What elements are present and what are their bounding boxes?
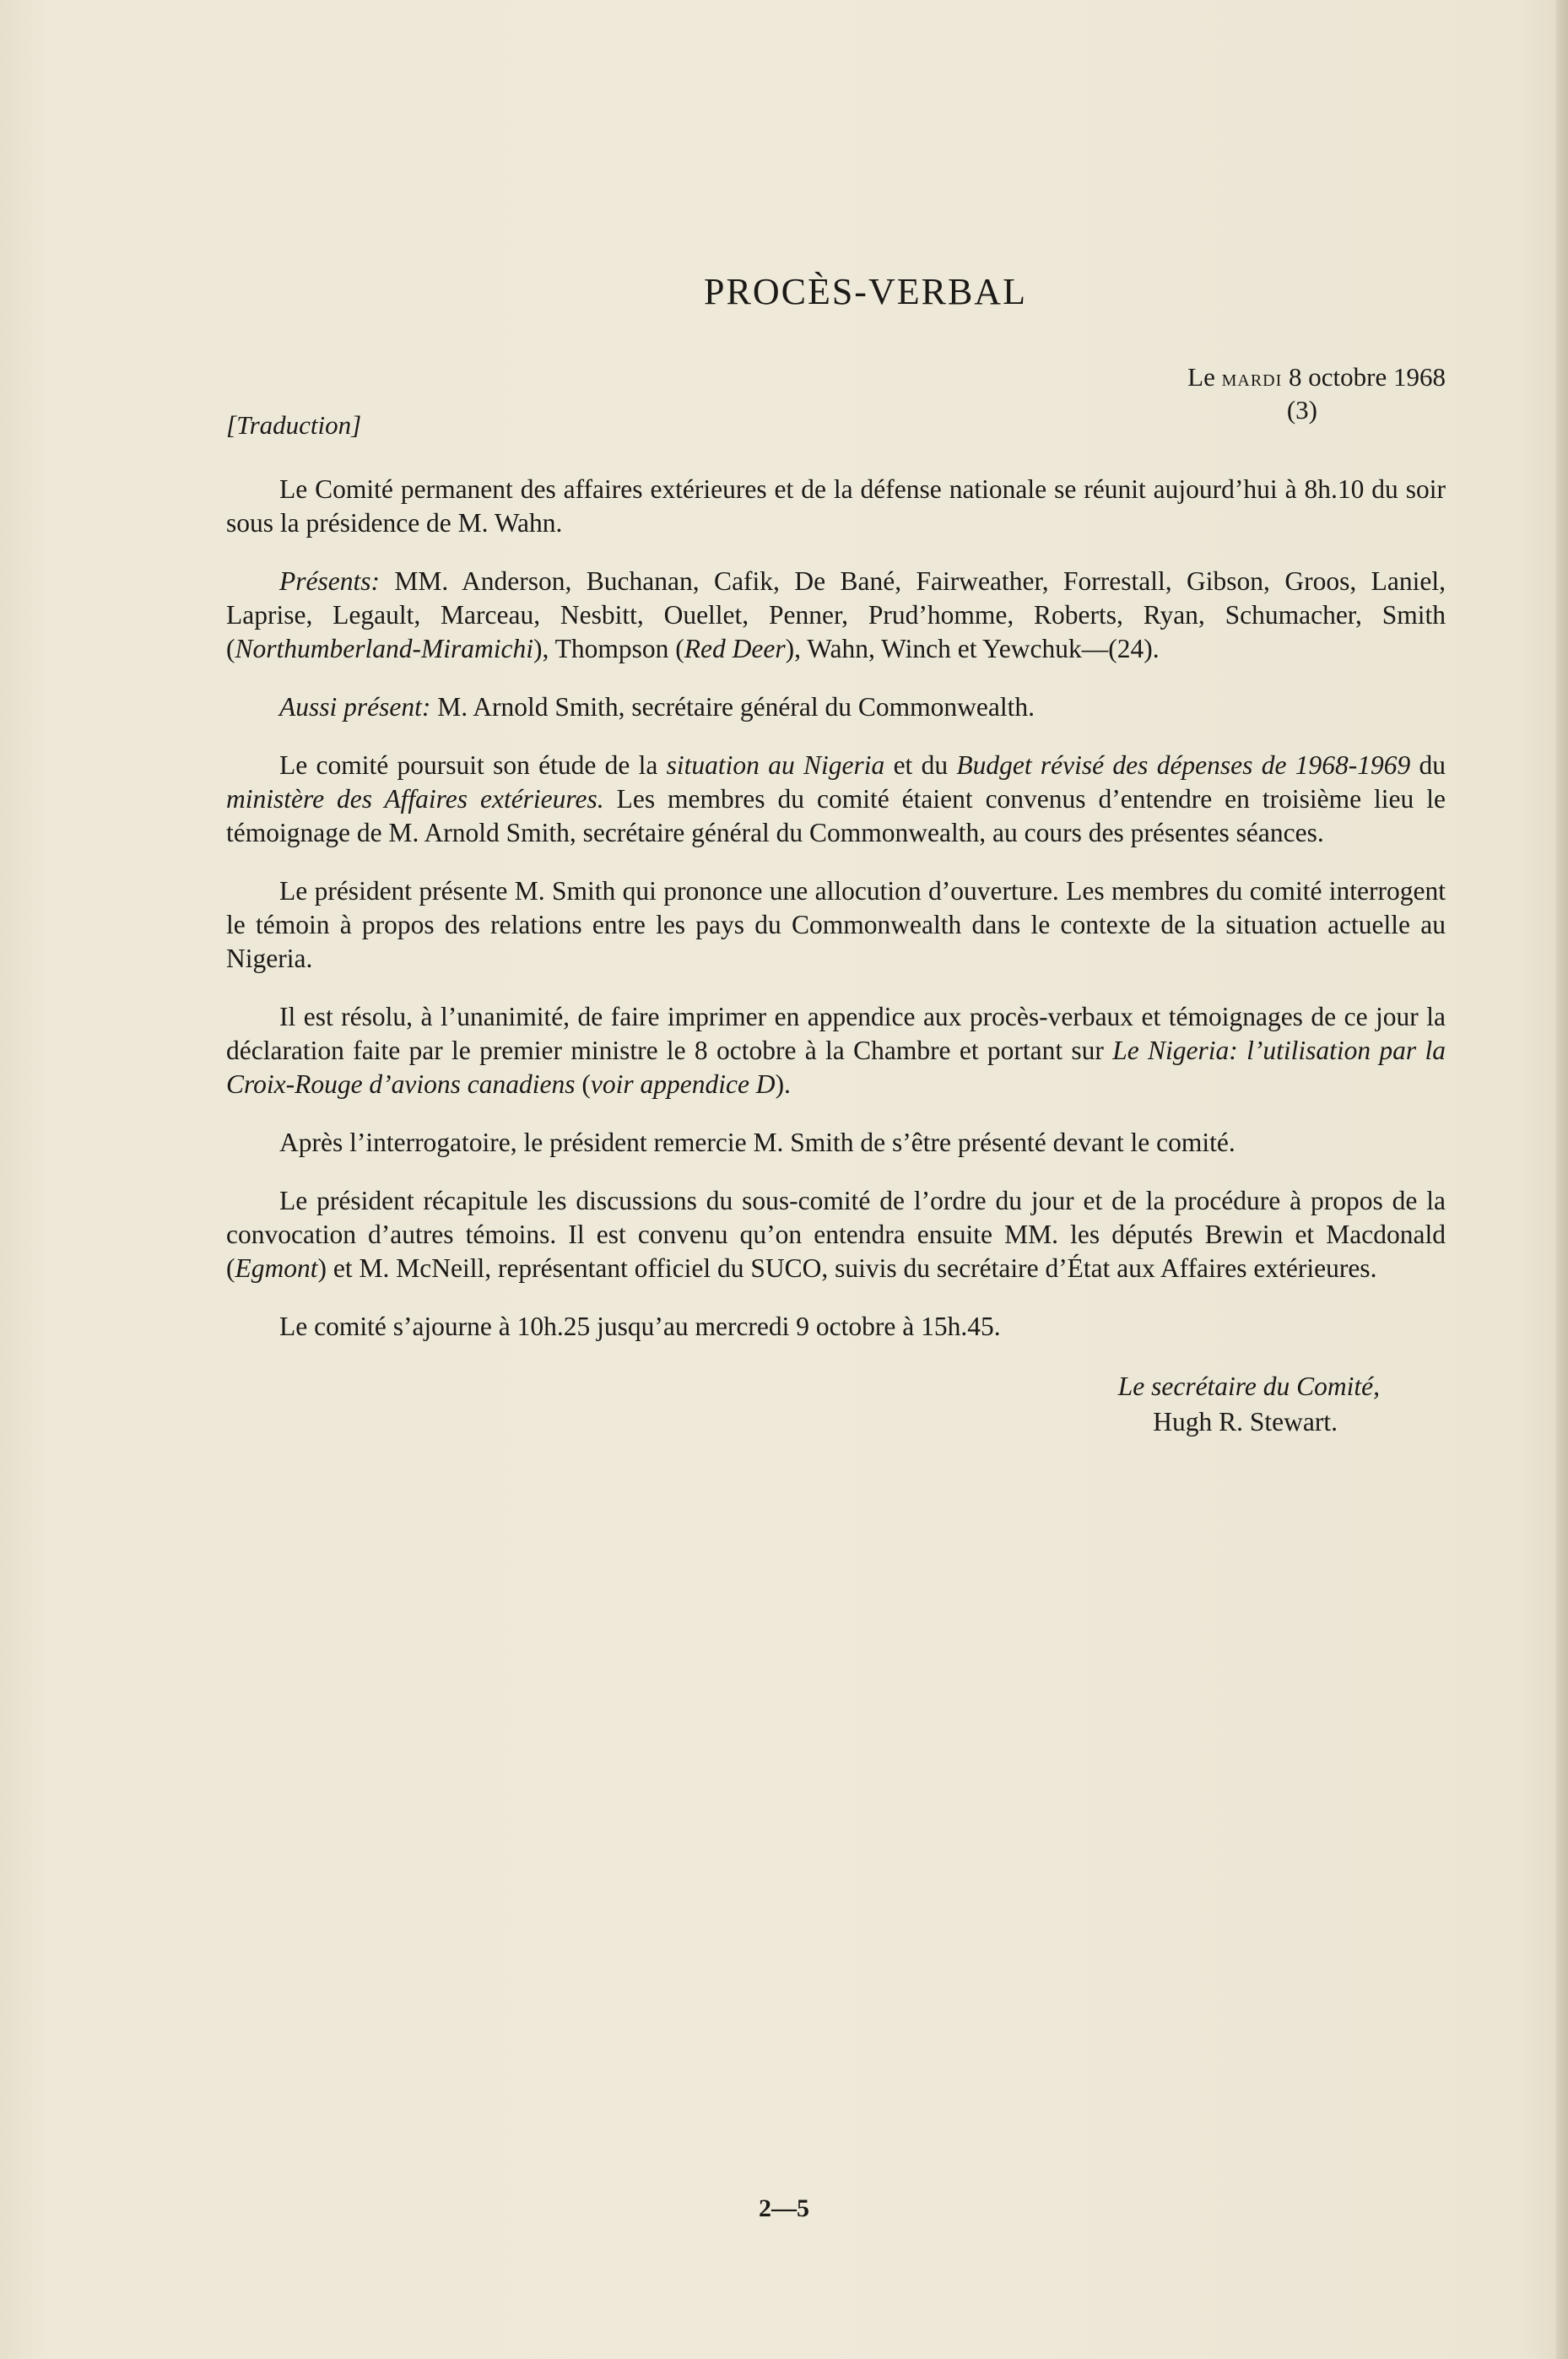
study-subject-2: Budget révisé des dépenses de 1968-1969 bbox=[956, 750, 1411, 780]
present-list-e: ), Wahn, Winch et Yewchuk—(24). bbox=[785, 634, 1160, 663]
study-ministry: ministère des Affaires extérieures. bbox=[226, 784, 604, 814]
present-list-riding-2: Red Deer bbox=[684, 634, 786, 663]
paragraph-subcommittee bbox=[226, 1184, 1446, 1285]
subcommittee-c: ) et M. McNeill, représentant officiel du SUCO, suivis du secrétaire d’État aux Affaires extérieures. bbox=[317, 1253, 1377, 1283]
signature-name: Hugh R. Stewart. bbox=[1153, 1407, 1338, 1437]
present-list-riding-1: Northumberland-Miramichi bbox=[235, 634, 533, 663]
present-label: Présents: bbox=[279, 566, 380, 596]
study-e: du bbox=[1410, 750, 1446, 780]
paragraph-also-present bbox=[226, 690, 1446, 724]
also-present-label: Aussi présent: bbox=[279, 692, 431, 722]
adjournment-text: Le comité s’ajourne à 10h.25 jusqu’au mercredi 9 octobre à 15h.45. bbox=[279, 1312, 1001, 1341]
signature-block bbox=[226, 1369, 1446, 1440]
resolution-appendix-ref: voir appendice D bbox=[590, 1069, 776, 1099]
subcommittee-riding: Egmont bbox=[235, 1253, 318, 1283]
page-edge-shadow bbox=[1556, 0, 1568, 2359]
meeting-number: (3) bbox=[1286, 395, 1317, 425]
presentation-text: Le président présente M. Smith qui prononce une allocution d’ouverture. Les membres du comité interrogent le témoin à propos des relations entre les pays du Commonwealth dans le contexte de la situation actuelle au Nigeria. bbox=[226, 876, 1446, 973]
study-c: et du bbox=[884, 750, 957, 780]
document-body bbox=[226, 270, 1446, 1440]
paragraph-opening bbox=[226, 473, 1446, 540]
dateline-rest: 8 octobre 1968 bbox=[1282, 362, 1446, 392]
resolution-statement-title: Le Nigeria: l’utilisation par la Croix-Rouge d’avions canadiens bbox=[226, 1036, 1446, 1099]
dateline-prefix: Le bbox=[1187, 362, 1222, 392]
dateline bbox=[226, 360, 1446, 395]
document-title: PROCÈS-VERBAL bbox=[704, 271, 1027, 312]
resolution-e: ). bbox=[775, 1069, 791, 1099]
subcommittee-a: Le président récapitule les discussions du sous-comité de l’ordre du jour et de la procédure à propos de la convocation d’autres témoins. Il est convenu qu’on entendra ensuite MM. les députés Brewin et Macdonald ( bbox=[226, 1186, 1446, 1283]
present-list-a: MM. Anderson, Buchanan, Cafik, De Bané, Fairweather, Forrestall, Gibson, Groos, Laniel, Laprise, Legault, Marceau, Nesbitt, Ouellet, Penner, Prud’homme, Roberts, Ryan, Schumacher, Smith ( bbox=[226, 566, 1446, 663]
paragraph-present-members bbox=[226, 565, 1446, 666]
header-row bbox=[226, 395, 1446, 442]
study-g: Les membres du comité étaient convenus d’entendre en troisième lieu le témoignage de M. Arnold Smith, secrétaire général du Commonwealth, au cours des présentes séances. bbox=[226, 784, 1446, 847]
signature-title: Le secrétaire du Comité, bbox=[1117, 1372, 1380, 1401]
paragraph-thanks bbox=[226, 1126, 1446, 1160]
resolution-a: Il est résolu, à l’unanimité, de faire imprimer en appendice aux procès-verbaux et témoignages de ce jour la déclaration faite par le premier ministre le 8 octobre à la Chambre et portant sur bbox=[226, 1002, 1446, 1065]
page-folio: 2—5 bbox=[759, 2194, 809, 2222]
paragraph-study bbox=[226, 749, 1446, 850]
also-present-text: M. Arnold Smith, secrétaire général du Commonwealth. bbox=[430, 692, 1035, 722]
study-a: Le comité poursuit son étude de la bbox=[279, 750, 667, 780]
study-subject-1: situation au Nigeria bbox=[666, 750, 885, 780]
thanks-text: Après l’interrogatoire, le président remercie M. Smith de s’être présenté devant le comité. bbox=[279, 1128, 1235, 1157]
dateline-day: mardi bbox=[1221, 365, 1283, 392]
paragraph-adjournment bbox=[226, 1310, 1446, 1344]
paragraph-opening-text: Le Comité permanent des affaires extérieures et de la défense nationale se réunit aujourd’hui à 8h.10 du soir sous la présidence de M. Wahn. bbox=[226, 474, 1446, 538]
resolution-c: ( bbox=[575, 1069, 591, 1099]
translation-note: [Traduction] bbox=[226, 410, 362, 440]
paragraph-presentation bbox=[226, 874, 1446, 976]
present-list-c: ), Thompson ( bbox=[533, 634, 684, 663]
paragraph-resolution bbox=[226, 1000, 1446, 1101]
